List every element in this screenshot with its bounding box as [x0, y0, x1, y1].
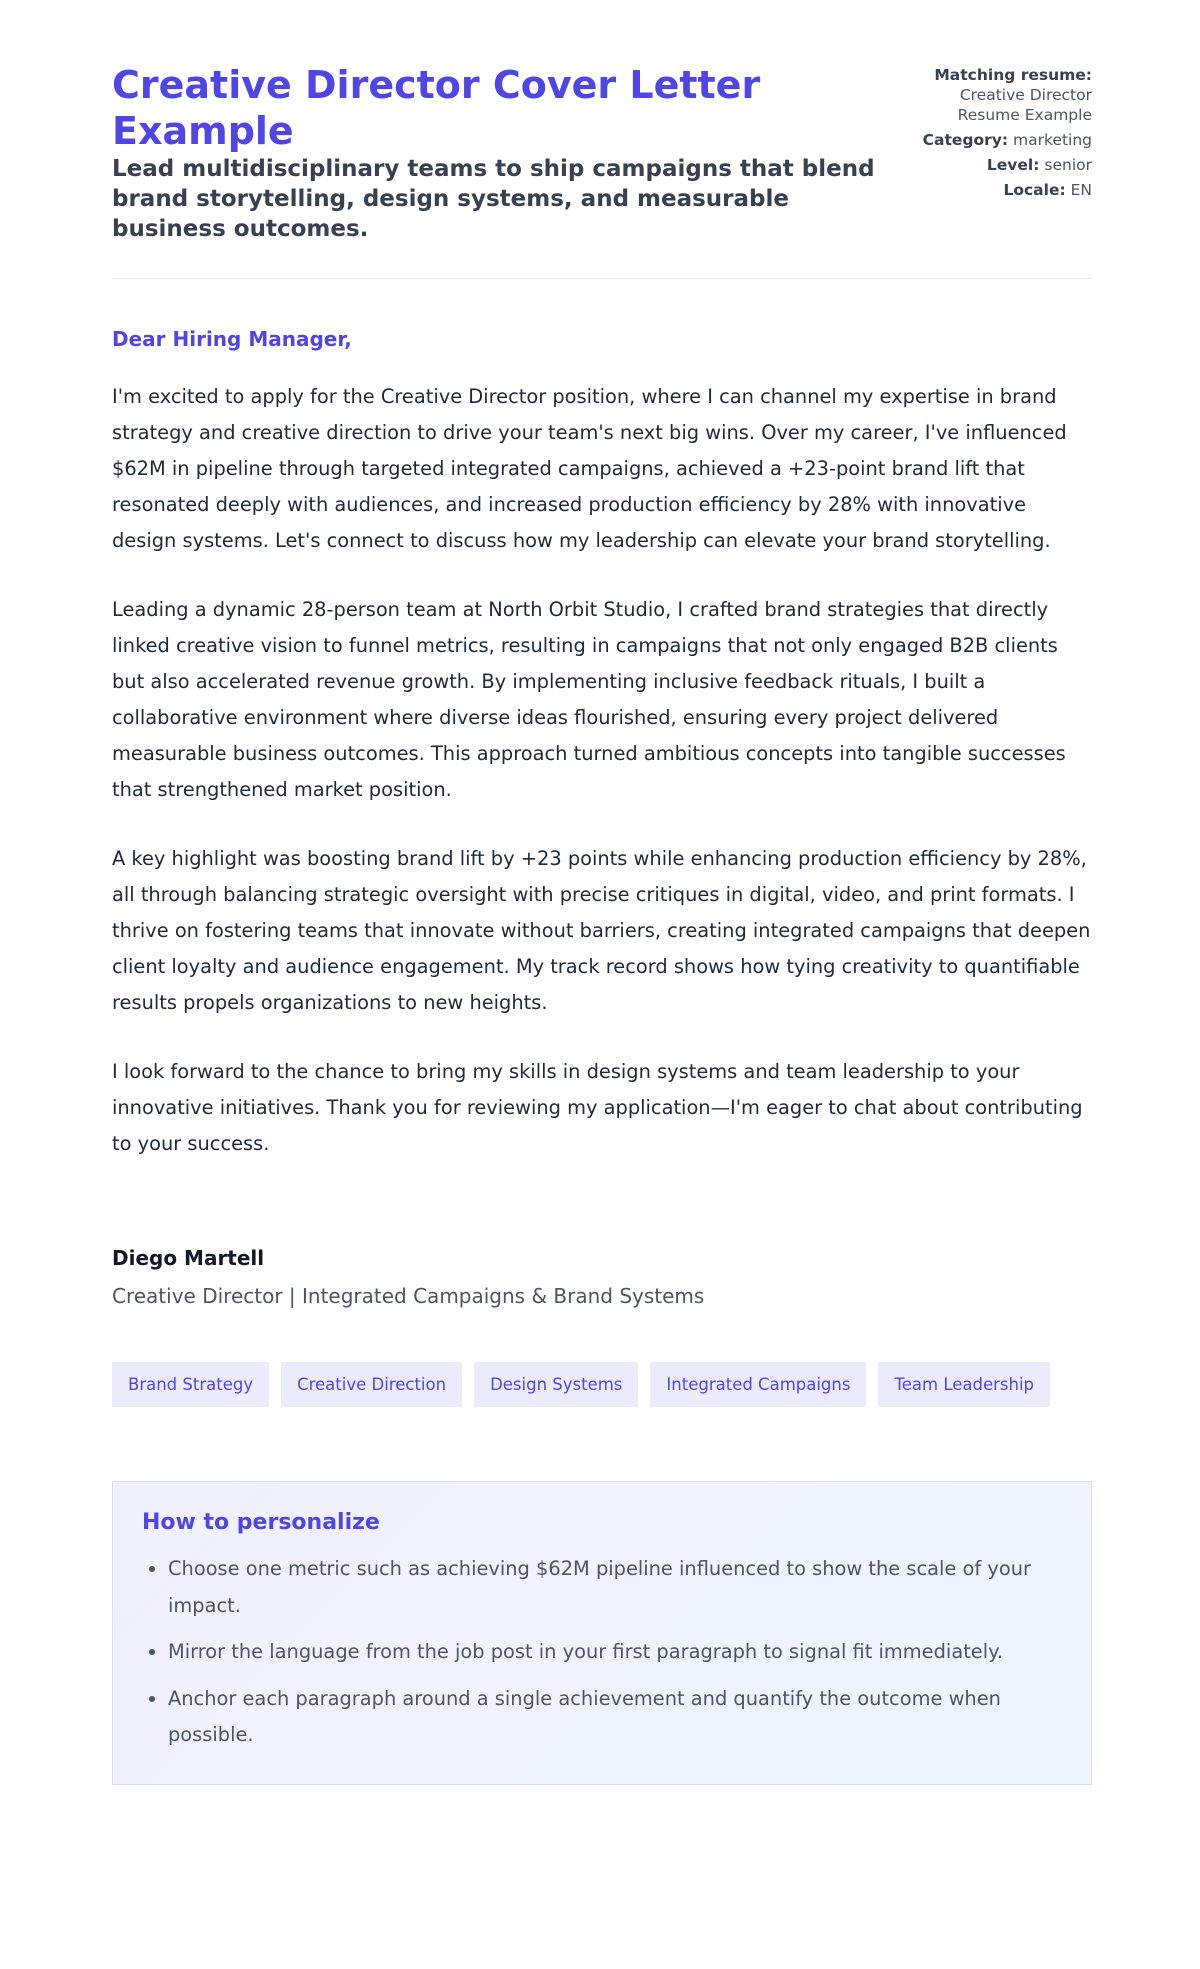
signature-name: Diego Martell — [112, 1246, 265, 1270]
cover-letter-page — [112, 0, 1092, 1785]
tip-item: • Choose one metric such as achieving $62M pipeline influenced to show the scale of your impact. — [168, 1551, 1063, 1624]
meta-category — [923, 130, 1092, 150]
meta-value: marketing — [1013, 131, 1092, 149]
letter-paragraph: I look forward to the chance to bring my skills in design systems and team leadership to your innovative initiatives. Thank you for reviewing my application—I'm eager to chat about contributing to your success. — [112, 1060, 1083, 1155]
meta-value: senior — [1044, 156, 1092, 174]
page-subtitle: Lead multidisciplinary teams to ship campaigns that blend brand storytelling, design systems, and measurable business outcomes. — [112, 156, 875, 242]
meta-label: Level: — [986, 156, 1040, 174]
header-divider — [112, 278, 1092, 279]
meta-label: Locale: — [1003, 181, 1066, 199]
signature-title: Creative Director | Integrated Campaigns & Brand Systems — [112, 1284, 705, 1308]
tip-item: • Mirror the language from the job post in your first paragraph to signal fit immediately. — [168, 1634, 1063, 1671]
page-header — [112, 62, 1092, 244]
letter-paragraph: Leading a dynamic 28-person team at North Orbit Studio, I crafted brand strategies that directly linked creative vision to funnel metrics, resulting in campaigns that not only engaged B2B clients but also accelerated revenue growth. By implementing inclusive feedback rituals, I built a collaborative environment where diverse ideas flourished, ensuring every project delivered measurable business outcomes. This approach turned ambitious concepts into tangible successes that strengthened market position. — [112, 598, 1066, 801]
matching-resume-link[interactable]: Creative Director — [959, 86, 1092, 104]
matching-resume-link-2[interactable]: Resume Example — [957, 106, 1092, 124]
meta-panel — [923, 62, 1092, 205]
page-title: Creative Director Cover Letter Example — [112, 63, 761, 153]
skill-tag: Creative Direction — [281, 1362, 462, 1407]
meta-locale — [923, 180, 1092, 200]
letter-paragraph: I'm excited to apply for the Creative Director position, where I can channel my expertise in brand strategy and creative direction to drive your team's next big wins. Over my career, I've influenced $62M in pipeline through targeted integrated campaigns, achieved a +23-point brand lift that resonated deeply with audiences, and increased production efficiency by 28% with innovative design systems. Let's connect to discuss how my leadership can elevate your brand storytelling. — [112, 385, 1067, 552]
meta-matching-resume — [923, 65, 1092, 125]
skill-tag: Integrated Campaigns — [650, 1362, 866, 1407]
meta-label: Category: — [922, 131, 1009, 149]
header-titles — [112, 62, 882, 244]
personalize-tips-box — [112, 1481, 1092, 1785]
tip-item: • Anchor each paragraph around a single achievement and quantify the outcome when possible. — [168, 1681, 1063, 1754]
letter-greeting: Dear Hiring Manager, — [112, 327, 352, 351]
skill-tag: Brand Strategy — [112, 1362, 269, 1407]
meta-level — [923, 155, 1092, 175]
skill-tags — [112, 1362, 1092, 1407]
tips-list — [142, 1551, 1063, 1754]
letter-paragraph: A key highlight was boosting brand lift by +23 points while enhancing production efficiency by 28%, all through balancing strategic oversight with precise critiques in digital, video, and print formats. I thrive on fostering teams that innovate without barriers, creating integrated campaigns that deepen client loyalty and audience engagement. My track record shows how tying creativity to quantifiable results propels organizations to new heights. — [112, 847, 1091, 1014]
meta-label: Matching resume: — [934, 66, 1092, 84]
meta-value: EN — [1070, 181, 1092, 199]
skill-tag: Team Leadership — [878, 1362, 1050, 1407]
skill-tag: Design Systems — [474, 1362, 638, 1407]
tips-heading: How to personalize — [142, 1510, 380, 1535]
